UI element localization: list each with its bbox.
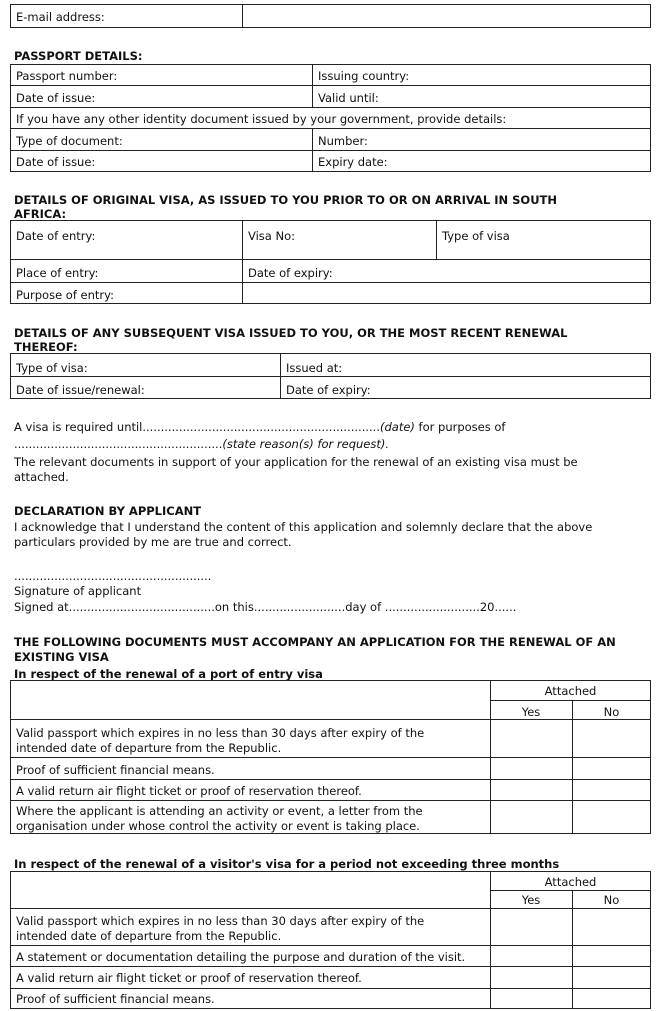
passport-heading: PASSPORT DETAILS: xyxy=(14,49,143,63)
subsequent-visa-heading-2: THEREOF: xyxy=(14,340,78,354)
row-line xyxy=(10,259,651,260)
no-header: No xyxy=(603,893,620,907)
number-label: Number: xyxy=(318,134,368,148)
yes-checkbox[interactable] xyxy=(492,781,570,798)
no-header: No xyxy=(603,705,620,719)
type-of-document-label: Type of document: xyxy=(16,134,123,148)
doc-row-line: intended date of departure from the Republic. xyxy=(16,741,282,755)
row-line xyxy=(10,128,651,129)
signature-label: Signature of applicant xyxy=(14,584,142,598)
place-of-entry-label: Place of entry: xyxy=(16,266,99,280)
no-checkbox[interactable] xyxy=(574,781,649,798)
no-checkbox[interactable] xyxy=(574,721,649,755)
yes-checkbox[interactable] xyxy=(492,759,570,777)
purpose-of-entry-label: Purpose of entry: xyxy=(16,288,114,302)
date-hint: (date) xyxy=(379,420,415,434)
yes-checkbox[interactable] xyxy=(492,968,570,986)
yes-checkbox[interactable] xyxy=(492,910,570,943)
reason-dots: ......................................................... xyxy=(14,437,223,451)
row-line xyxy=(10,945,651,946)
doc-row-line: intended date of departure from the Republic. xyxy=(16,929,282,943)
issuing-country-label: Issuing country: xyxy=(318,69,410,83)
divider xyxy=(436,220,437,259)
documents-heading: THE FOLLOWING DOCUMENTS MUST ACCOMPANY AN APPLICATION FOR THE RENEWAL OF AN xyxy=(14,635,616,649)
divider xyxy=(312,64,313,107)
no-checkbox[interactable] xyxy=(574,910,649,943)
email-label: E-mail address: xyxy=(16,10,105,24)
subsequent-visa-heading: DETAILS OF ANY SUBSEQUENT VISA ISSUED TO YOU, OR THE MOST RECENT RENEWAL xyxy=(14,326,568,340)
date-of-expiry-label: Date of expiry: xyxy=(248,266,333,280)
no-checkbox[interactable] xyxy=(574,947,649,964)
date-of-entry-label: Date of entry: xyxy=(16,229,96,243)
attached-header: Attached xyxy=(544,684,597,698)
row-line xyxy=(10,757,651,758)
visa-required-line xyxy=(14,420,505,434)
yes-header: Yes xyxy=(521,705,541,719)
section-2-title: In respect of the renewal of a visitor's visa for a period not exceeding three months xyxy=(14,857,560,871)
no-checkbox[interactable] xyxy=(574,759,649,777)
attached-header: Attached xyxy=(544,875,597,889)
issued-at-label: Issued at: xyxy=(286,361,343,375)
documents-note-2: attached. xyxy=(14,470,69,484)
row-line xyxy=(10,966,651,967)
doc-row-text: A valid return air flight ticket or proof of reservation thereof. xyxy=(16,971,362,985)
original-visa-heading: DETAILS OF ORIGINAL VISA, AS ISSUED TO YOU PRIOR TO OR ON ARRIVAL IN SOUTH xyxy=(14,193,558,207)
reason-line xyxy=(14,437,389,451)
doc-row-text: Proof of sufficient financial means. xyxy=(16,763,215,777)
row-line xyxy=(10,988,651,989)
divider xyxy=(242,4,243,28)
email-field[interactable] xyxy=(244,6,649,26)
other-doc-label: If you have any other identity document issued by your government, provide details: xyxy=(16,112,507,126)
divider xyxy=(572,700,573,834)
divider xyxy=(280,353,281,399)
documents-note: The relevant documents in support of your application for the renewal of an existing visa must be xyxy=(14,455,578,469)
yes-checkbox[interactable] xyxy=(492,947,570,964)
doc-row-line: Valid passport which expires in no less than 30 days after expiry of the xyxy=(16,914,425,928)
row-line xyxy=(10,282,651,283)
documents-heading-2: EXISTING VISA xyxy=(14,650,109,664)
date-of-issue-2-label: Date of issue: xyxy=(16,155,96,169)
yes-header: Yes xyxy=(521,893,541,907)
no-checkbox[interactable] xyxy=(574,968,649,986)
row-line xyxy=(490,890,651,891)
yes-checkbox[interactable] xyxy=(492,721,570,755)
declaration-text: I acknowledge that I understand the content of this application and solemnly declare that the above xyxy=(14,520,593,534)
row-line xyxy=(10,719,651,720)
type-of-visa-label: Type of visa: xyxy=(16,361,88,375)
doc-row-text xyxy=(16,914,486,944)
doc-row-text xyxy=(16,726,486,756)
signature-line: ...................................................... xyxy=(14,569,212,583)
doc-row-line: Valid passport which expires in no less than 30 days after expiry of the xyxy=(16,726,425,740)
date-of-issue-label: Date of issue: xyxy=(16,91,96,105)
original-visa-heading-2: AFRICA: xyxy=(14,207,67,221)
signed-at-line: Signed at........................................on this.........................day of ..........................20...... xyxy=(14,600,517,614)
expiry-date-label: Expiry date: xyxy=(318,155,388,169)
row-line xyxy=(10,908,651,909)
divider xyxy=(242,220,243,304)
visa-no-label: Visa No: xyxy=(248,229,296,243)
doc-row-text: A statement or documentation detailing the purpose and duration of the visit. xyxy=(16,950,466,964)
doc-row-text: Proof of sufficient financial means. xyxy=(16,992,215,1006)
doc-row-text xyxy=(16,804,486,834)
row-line xyxy=(490,700,651,701)
row-line xyxy=(10,779,651,780)
doc-row-text: A valid return air flight ticket or proof of reservation thereof. xyxy=(16,784,362,798)
row-line xyxy=(10,107,651,108)
doc-row-line: Where the applicant is attending an activity or event, a letter from the xyxy=(16,804,423,818)
row-line xyxy=(10,376,651,377)
row-line xyxy=(10,800,651,801)
yes-checkbox[interactable] xyxy=(492,990,570,1007)
declaration-text-2: particulars provided by me are true and correct. xyxy=(14,535,292,549)
reason-hint: (state reason(s) for request). xyxy=(222,437,390,451)
date-of-issue-renewal-label: Date of issue/renewal: xyxy=(16,383,145,397)
doc-row-line: organisation under whose control the activity or event is taking place. xyxy=(16,819,420,833)
type-of-visa-label: Type of visa xyxy=(442,229,510,243)
section-1-title: In respect of the renewal of a port of entry visa xyxy=(14,667,323,681)
no-checkbox[interactable] xyxy=(574,990,649,1007)
valid-until-label: Valid until: xyxy=(318,91,379,105)
row-line xyxy=(10,85,651,86)
purposes-text: for purposes of xyxy=(414,420,506,434)
visa-required-text: A visa is required until................................................................. xyxy=(14,420,380,434)
divider xyxy=(312,128,313,172)
row-line xyxy=(10,150,651,151)
passport-number-label: Passport number: xyxy=(16,69,118,83)
date-of-expiry-label: Date of expiry: xyxy=(286,383,371,397)
no-checkbox[interactable] xyxy=(574,802,649,832)
yes-checkbox[interactable] xyxy=(492,802,570,832)
declaration-heading: DECLARATION BY APPLICANT xyxy=(14,504,202,518)
